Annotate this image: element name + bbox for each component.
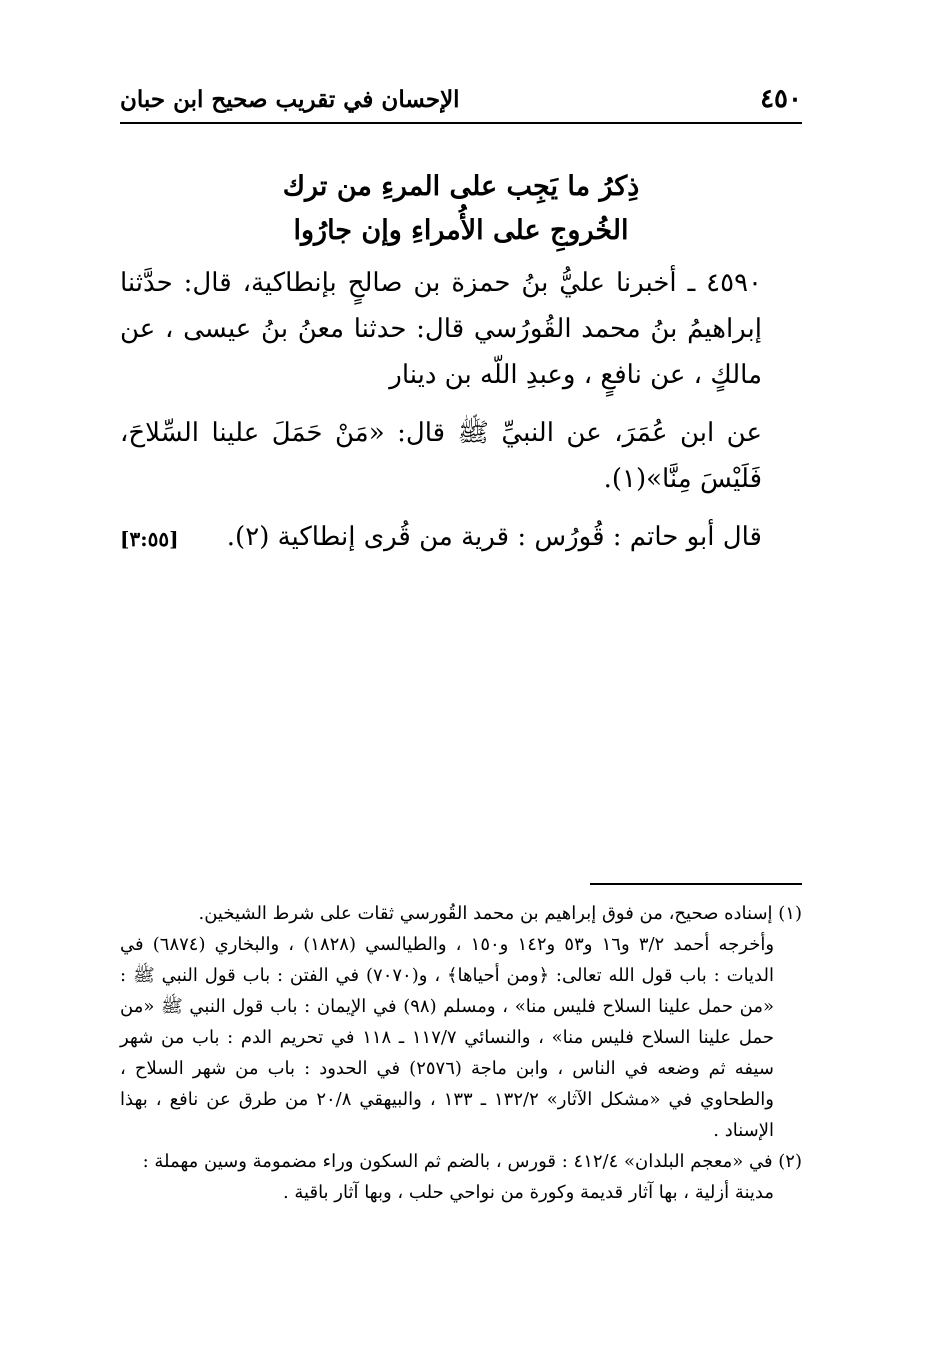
hadith-note: [120, 514, 802, 560]
header-rule: [120, 122, 802, 124]
footnotes: [120, 898, 802, 1208]
chapter-title-line-1: ذِكرُ ما يَجِب على المرءِ من ترك: [282, 171, 640, 202]
footnote-separator: [590, 883, 802, 885]
hadith-matn: عن ابن عُمَرَ، عن النبيِّ ﷺ قال: «مَنْ حَمَلَ علينا السِّلاحَ، فَلَيْسَ مِنَّا»(١).: [120, 418, 762, 494]
footnote-2-first-line: (٢) في «معجم البلدان» ٤١٢/٤ : قورس ، بالضم ثم السكون وراء مضمومة وسين مهملة :: [142, 1151, 802, 1172]
hadith-note-text: قال أبو حاتم : قُورُس : قرية من قُرى إنطاكية (٢).: [226, 522, 762, 552]
reference-tag: [٣:٥٥]: [120, 527, 179, 551]
page-number: ٤٥٠: [760, 84, 802, 114]
page-header: [120, 80, 802, 116]
footnote-1-body: وأخرجه أحمد ٣/٢ و١٦ و٥٣ و١٤٢ و١٥٠ ، والطيالسي (١٨٢٨) ، والبخاري (٦٨٧٤) في الديات : باب قول الله تعالى: ﴿ومن أحياها﴾ ، و(٧٠٧٠) في الفتن : باب قول النبي ﷺ : «من حمل علينا السلاح فليس منا» ، ومسلم (٩٨) في الإيمان : باب قول النبي ﷺ «من حمل علينا السلاح فليس منا» ، والنسائي ١١٧/٧ ـ ١١٨ في تحريم الدم : باب من شهر سيفه ثم وضعه في الناس ، وابن ماجة (٢٥٧٦) في الحدود : باب من شهر السلاح ، والطحاوي في «مشكل الآثار» ١٣٢/٢ ـ ١٣٣ ، والبيهقي ٢٠/٨ من طرق عن نافع ، بهذا الإسناد .: [120, 934, 775, 1141]
hadith-body: [120, 260, 802, 572]
chapter-title-line-2: الخُروجِ على الأُمراءِ وإن جارُوا: [293, 215, 629, 246]
footnote-2-second-line: مدينة أزلية ، بها آثار قديمة وكورة من نواحي حلب ، وبها آثار باقية .: [282, 1182, 774, 1203]
footnote-1-first-line: (١) إسناده صحيح، من فوق إبراهيم بن محمد القُورسي ثقات على شرط الشيخين.: [198, 903, 802, 924]
hadith-isnad: ٤٥٩٠ ـ أخبرنا عليُّ بنُ حمزة بن صالحٍ بإنطاكية، قال: حدَّثنا إبراهيمُ بنُ محمد القُورُسي قال: حدثنا معنُ بنُ عيسى ، عن مالكٍ ، عن نافعٍ ، وعبدِ اللّه بن دينار: [120, 268, 762, 390]
running-title: الإحسان في تقريب صحيح ابن حبان: [120, 86, 460, 113]
book-page: [120, 70, 802, 1310]
chapter-title: [120, 165, 802, 253]
